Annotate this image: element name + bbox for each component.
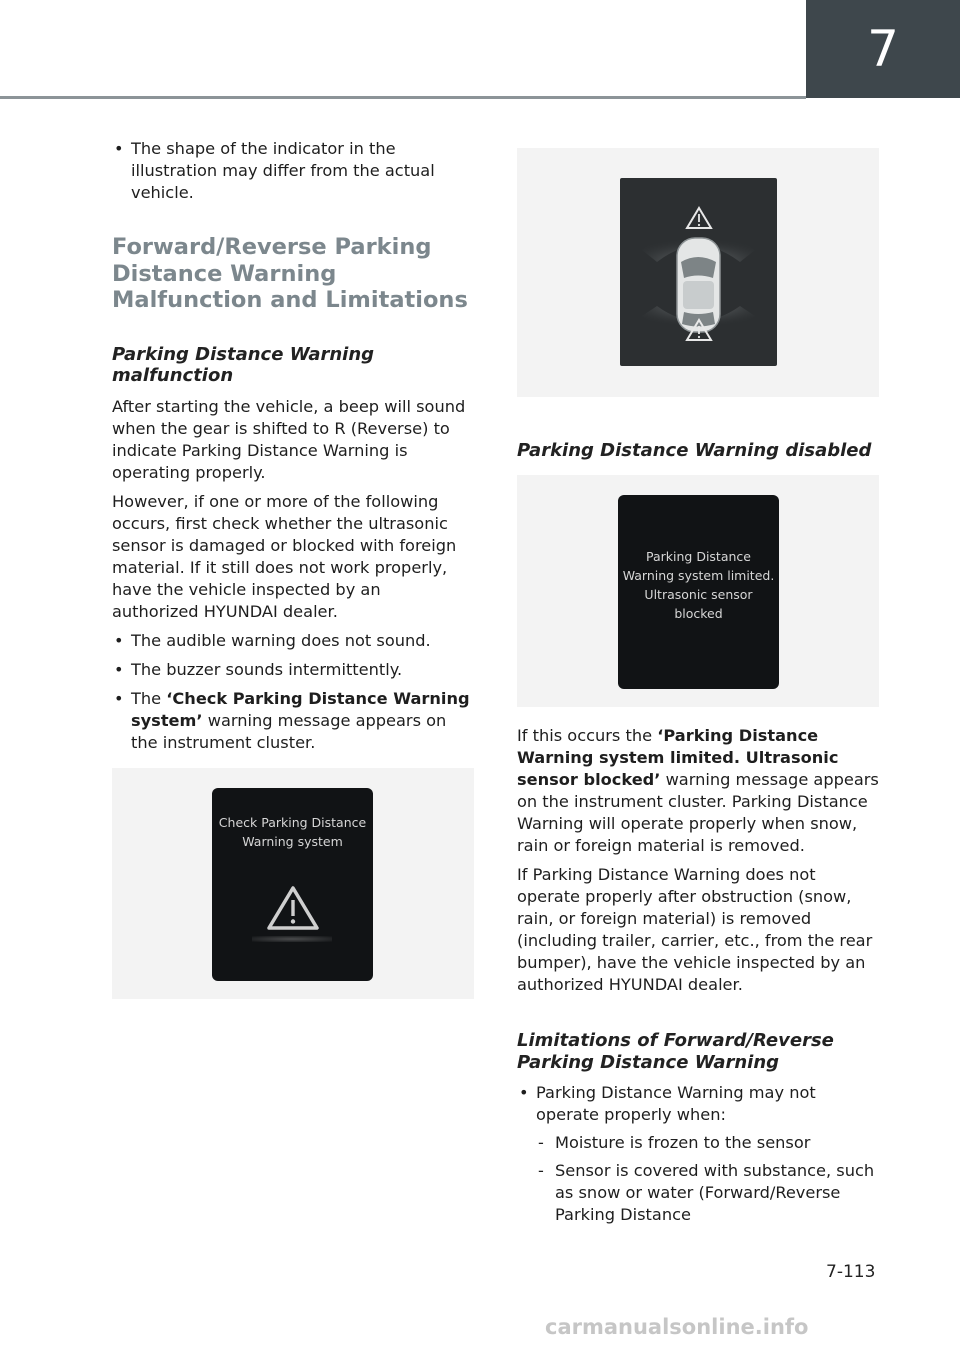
bullet3-pre: The — [131, 688, 167, 708]
check-screen-line-2: Warning system — [242, 834, 343, 849]
disabled-p1-message: ‘Parking Distance Warning system limited. Ultrasonic sensor blocked’ — [517, 726, 839, 789]
limitations-sublist — [536, 1132, 879, 1226]
limitations-heading: Limitations of Forward/Reverse Parking Distance Warning — [517, 1030, 834, 1073]
right-column-body — [517, 725, 879, 1233]
limited-screen-line-1: Parking Distance — [646, 549, 751, 564]
disabled-paragraph-1 — [517, 725, 879, 857]
check-screen-line-1: Check Parking Distance — [218, 815, 367, 830]
malfunction-bullet-2: • The buzzer sounds intermittently. — [112, 659, 472, 681]
disabled-heading: Parking Distance Warning disabled — [517, 440, 872, 461]
bullet3-message: ‘Check Parking Distance Warning system’ — [131, 688, 470, 730]
front-warning-icon — [687, 208, 711, 228]
disabled-p1-post: warning message appears on the instrument cluster. Parking Distance Warning will operate properly when snow, rain or foreign material is removed. — [517, 770, 879, 855]
check-warning-figure — [112, 768, 474, 999]
note-bullet: • The shape of the indicator in the illustration may differ from the actual vehicle. — [112, 138, 472, 204]
vehicle-sensor-graphic — [620, 178, 777, 366]
limited-screen-line-2: Warning system limited. — [622, 568, 775, 583]
parking-indicator-figure — [517, 148, 879, 397]
limitations-bullet — [517, 1082, 879, 1226]
page-number: 7-113 — [826, 1262, 876, 1282]
cluster-screen-indicator — [620, 178, 777, 366]
header-rule — [0, 96, 806, 99]
malfunction-paragraph-2: However, if one or more of the following occurs, first check whether the ultrasonic sensor is damaged or blocked with foreign material. If it still does not work properly, have the vehicle inspected by an authorized HYUNDAI dealer. — [112, 491, 457, 621]
chapter-number: 7 — [867, 20, 899, 78]
screen-glow — [252, 936, 332, 942]
malfunction-bullet-3 — [112, 688, 472, 754]
chapter-tab — [806, 0, 960, 98]
disabled-p1-pre: If this occurs the — [517, 726, 658, 745]
section-title: Forward/Reverse Parking Distance Warning Malfunction and Limitations — [112, 234, 468, 313]
left-column — [112, 138, 472, 761]
malfunction-heading: Parking Distance Warning malfunction — [112, 343, 375, 386]
limited-warning-figure — [517, 475, 879, 707]
limitation-item-2: - Sensor is covered with substance, such as snow or water (Forward/Reverse Parking Distance — [536, 1160, 879, 1226]
cluster-screen-check — [212, 788, 373, 981]
malfunction-paragraph-1: After starting the vehicle, a beep will sound when the gear is shifted to R (Reverse) to indicate Parking Distance Warning is operating properly. — [112, 396, 466, 482]
limitations-bullet-text: Parking Distance Warning may not operate properly when: — [536, 1083, 816, 1124]
limitation-item-1: - Moisture is frozen to the sensor — [536, 1132, 879, 1154]
limited-screen-line-3: Ultrasonic sensor — [644, 587, 753, 602]
vehicle-top-view-icon — [677, 238, 720, 332]
malfunction-bullet-1: • The audible warning does not sound. — [112, 630, 472, 652]
disabled-paragraph-2: If Parking Distance Warning does not operate properly after obstruction (snow, rain, or foreign material) is removed (including trailer, carrier, etc., from the rear bumper), have the vehicle inspected by an authorized HYUNDAI dealer. — [517, 865, 873, 994]
cluster-screen-limited — [618, 495, 779, 689]
watermark: carmanualsonline.info — [545, 1315, 809, 1339]
limitations-list — [517, 1082, 879, 1226]
bullet3-post: warning message appears on the instrument cluster. — [131, 710, 447, 752]
right-column — [517, 440, 879, 462]
malfunction-list — [112, 630, 472, 754]
note-list — [112, 138, 472, 204]
limited-screen-line-4: blocked — [674, 606, 723, 621]
warning-triangle-icon — [266, 884, 320, 932]
